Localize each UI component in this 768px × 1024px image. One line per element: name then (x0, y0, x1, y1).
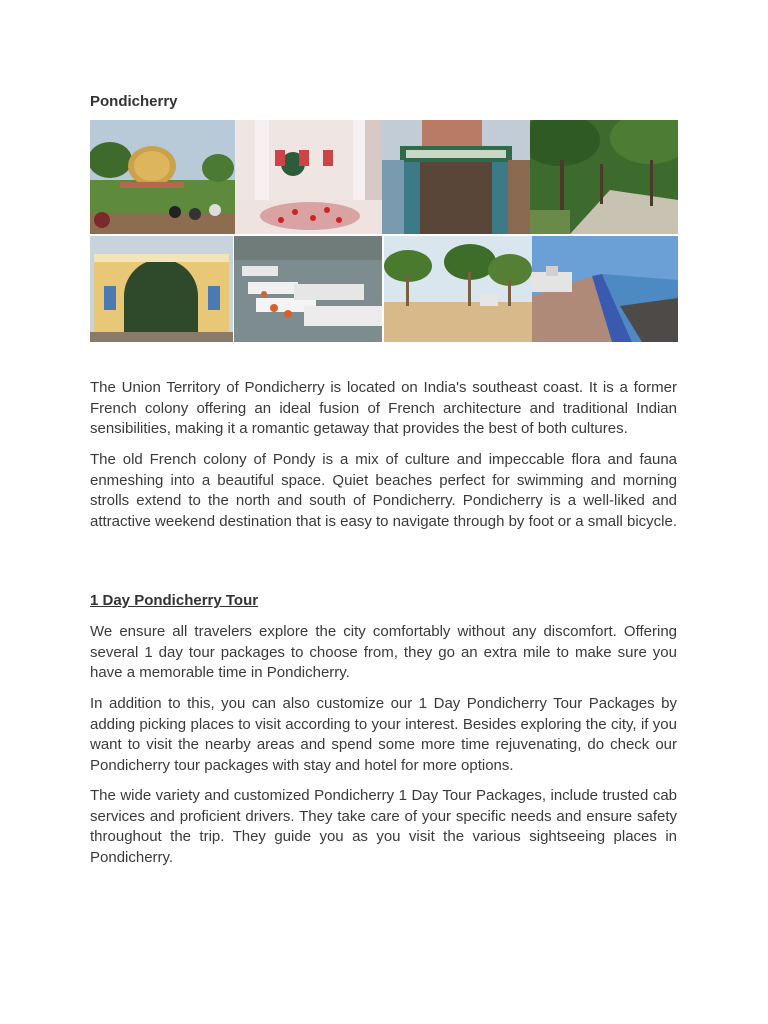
intro-paragraph-2: The old French colony of Pondy is a mix of culture and impeccable flora and fauna enmeshing into a beautiful space. Quiet beaches perfect for swimming and morning strolls extend to the north and south of Pondicherry. Pondicherry is a well-liked and attractive weekend destination that is easy to navigate through by foot or a small bicycle. (90, 451, 677, 530)
matrimandir-photo (90, 120, 235, 234)
beach-palms-photo (384, 236, 532, 342)
tree-lined-path-photo (530, 120, 678, 234)
temple-gate-photo (382, 120, 530, 234)
section-heading: 1 Day Pondicherry Tour (90, 592, 259, 609)
arched-gate-photo (90, 236, 233, 342)
temple-interior-photo (235, 120, 382, 234)
section-paragraph-2: In addition to this, you can also customize our 1 Day Pondicherry Tour Packages by adding picking places to visit according to your interest. Besides exploring the city, if you want to visit the nearby areas and spend some more time rejuvenating, do check our Pondicherry tour packages with stay and hotel for more options. (90, 695, 677, 774)
promenade-photo (532, 236, 678, 342)
photo-collage (90, 120, 678, 342)
intro-paragraph-1: The Union Territory of Pondicherry is located on India's southeast coast. It is a former French colony offering an ideal fusion of French architecture and traditional Indian sensibilities, making it a romantic getaway that provides the best of both cultures. (90, 379, 677, 438)
section-paragraph-3: The wide variety and customized Pondicherry 1 Day Tour Packages, include trusted cab services and proficient drivers. They take care of your specific needs and ensure safety throughout the trip. They guide you as you visit the various sightseeing places in Pondicherry. (90, 787, 677, 866)
page-title: Pondicherry (90, 93, 178, 110)
boats-photo (234, 236, 382, 342)
section-paragraph-1: We ensure all travelers explore the city comfortably without any discomfort. Offering several 1 day tour packages to choose from, they go an extra mile to make sure you have a memorable time in Pondicherry. (90, 623, 677, 682)
